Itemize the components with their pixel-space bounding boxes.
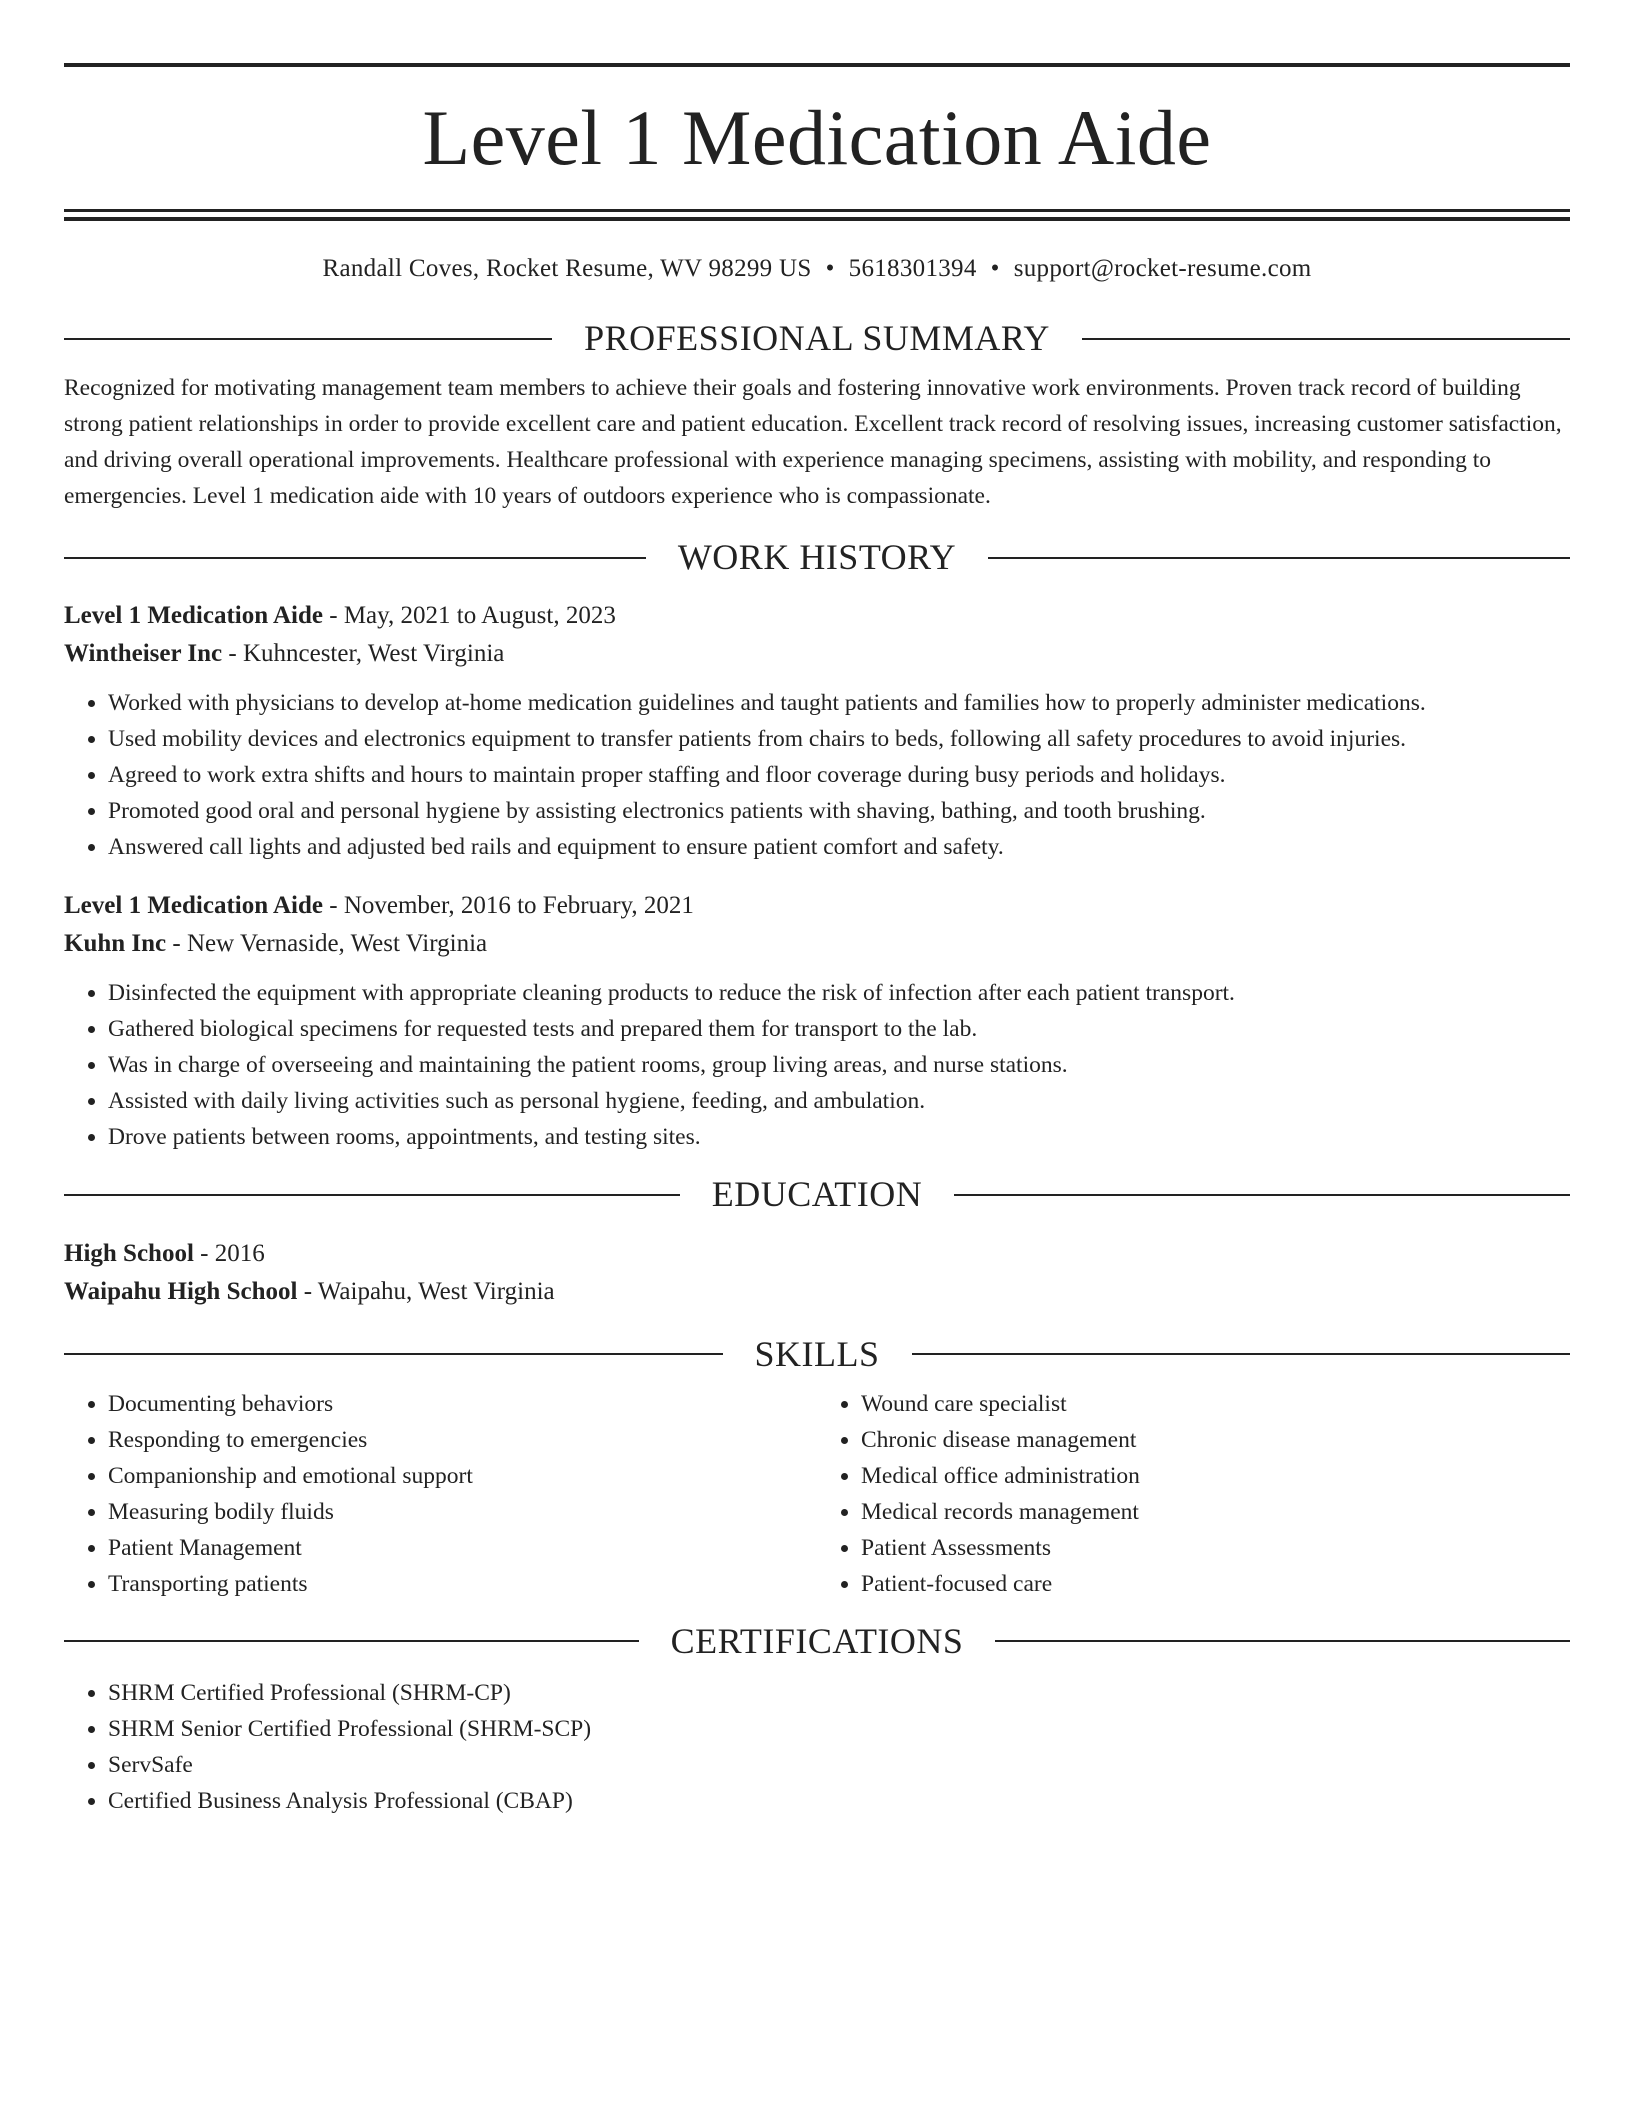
contact-separator: • xyxy=(990,255,1000,282)
education-school-line xyxy=(64,1273,1570,1311)
job-location: - Kuhncester, West Virginia xyxy=(228,640,505,668)
job-company: Wintheiser Inc xyxy=(64,640,223,668)
job-bullet: • Disinfected the equipment with appropriate cleaning products to reduce the risk of infection after each patient transport. xyxy=(108,975,1570,1011)
certifications-list xyxy=(64,1675,1570,1819)
job-bullet: • Agreed to work extra shifts and hours to maintain proper staffing and floor coverage during busy periods and holidays. xyxy=(108,757,1570,793)
section-header-summary xyxy=(64,317,1570,360)
education-degree-line xyxy=(64,1235,1570,1273)
section-header-work xyxy=(64,536,1570,579)
section-rule xyxy=(64,557,646,559)
section-title-summary: PROFESSIONAL SUMMARY xyxy=(584,318,1050,358)
job-bullet: • Drove patients between rooms, appointments, and testing sites. xyxy=(108,1119,1570,1155)
title-double-rule xyxy=(64,209,1570,221)
job-bullets xyxy=(64,685,1570,865)
job-dates: - May, 2021 to August, 2023 xyxy=(329,602,616,630)
job-bullet: • Assisted with daily living activities such as personal hygiene, feeding, and ambulation. xyxy=(108,1083,1570,1119)
job-bullet: • Gathered biological specimens for requested tests and prepared them for transport to the lab. xyxy=(108,1011,1570,1047)
education-year: - 2016 xyxy=(200,1239,265,1267)
resume-title: Level 1 Medication Aide xyxy=(422,94,1212,181)
job-location: - New Vernaside, West Virginia xyxy=(172,930,488,958)
job-entry xyxy=(64,887,1570,1155)
certification-item: • Certified Business Analysis Professional (CBAP) xyxy=(108,1783,1570,1819)
job-bullets xyxy=(64,975,1570,1155)
job-bullet: • Answered call lights and adjusted bed rails and equipment to ensure patient comfort and safety. xyxy=(108,829,1570,865)
section-title-education: EDUCATION xyxy=(711,1174,923,1215)
job-company: Kuhn Inc xyxy=(64,930,167,958)
skill-item: • Medical office administration xyxy=(861,1458,1570,1494)
education-degree: High School xyxy=(64,1239,194,1267)
resume-page xyxy=(64,0,1570,1819)
skill-item: • Wound care specialist xyxy=(861,1386,1570,1422)
skill-item: • Measuring bodily fluids xyxy=(108,1494,817,1530)
skills-left-list xyxy=(64,1386,817,1602)
skill-item: • Documenting behaviors xyxy=(108,1386,817,1422)
job-bullet: • Worked with physicians to develop at-home medication guidelines and taught patients and families how to properly administer medications. xyxy=(108,685,1570,721)
contact-line xyxy=(64,255,1570,283)
section-rule xyxy=(995,1640,1570,1642)
contact-separator: • xyxy=(825,255,835,282)
section-rule xyxy=(988,557,1570,559)
section-rule xyxy=(1082,338,1570,340)
summary-text: Recognized for motivating management team members to achieve their goals and fostering innovative work environments. Proven track record of building strong patient relationships in order to provide excellent care and patient education. Excellent track record of resolving issues, increasing customer satisfaction, and driving overall operational improvements. Healthcare professional with experience managing specimens, assisting with mobility, and responding to emergencies. Level 1 medication aide with 10 years of outdoors experience who is compassionate. xyxy=(64,375,1562,510)
certification-item: • SHRM Certified Professional (SHRM-CP) xyxy=(108,1675,1570,1711)
section-title-certifications: CERTIFICATIONS xyxy=(670,1620,964,1661)
section-rule xyxy=(64,1353,723,1355)
section-rule xyxy=(912,1353,1571,1355)
contact-email: support@rocket-resume.com xyxy=(1013,255,1312,282)
section-rule xyxy=(954,1194,1570,1196)
job-title: Level 1 Medication Aide xyxy=(64,892,323,920)
section-header-certifications xyxy=(64,1620,1570,1663)
skill-item: • Patient Management xyxy=(108,1530,817,1566)
job-company-line xyxy=(64,635,1570,673)
section-rule xyxy=(64,1640,639,1642)
job-company-line xyxy=(64,925,1570,963)
section-rule xyxy=(64,338,552,340)
skill-item: • Companionship and emotional support xyxy=(108,1458,817,1494)
certification-item: • SHRM Senior Certified Professional (SHRM-SCP) xyxy=(108,1711,1570,1747)
skill-item: • Patient Assessments xyxy=(861,1530,1570,1566)
skills-right-list xyxy=(817,1386,1570,1602)
job-bullet: • Was in charge of overseeing and maintaining the patient rooms, group living areas, and nurse stations. xyxy=(108,1047,1570,1083)
job-entry xyxy=(64,597,1570,865)
section-header-education xyxy=(64,1173,1570,1216)
skill-item: • Transporting patients xyxy=(108,1566,817,1602)
education-school: Waipahu High School xyxy=(64,1277,298,1305)
certification-item: • ServSafe xyxy=(108,1747,1570,1783)
section-rule xyxy=(64,1194,680,1196)
contact-phone: 5618301394 xyxy=(848,255,977,282)
education-entry xyxy=(64,1235,1570,1311)
job-title: Level 1 Medication Aide xyxy=(64,602,323,630)
section-title-work: WORK HISTORY xyxy=(677,537,957,578)
section-title-skills: SKILLS xyxy=(754,1333,880,1374)
job-dates: - November, 2016 to February, 2021 xyxy=(329,892,694,920)
skill-item: • Chronic disease management xyxy=(861,1422,1570,1458)
skills-columns xyxy=(64,1386,1570,1602)
job-bullet: • Promoted good oral and personal hygiene by assisting electronics patients with shaving, bathing, and tooth brushing. xyxy=(108,793,1570,829)
skill-item: • Medical records management xyxy=(861,1494,1570,1530)
job-title-line xyxy=(64,887,1570,925)
skill-item: • Responding to emergencies xyxy=(108,1422,817,1458)
job-bullet: • Used mobility devices and electronics equipment to transfer patients from chairs to beds, following all safety procedures to avoid injuries. xyxy=(108,721,1570,757)
top-rule xyxy=(64,63,1570,67)
section-header-skills xyxy=(64,1333,1570,1376)
job-title-line xyxy=(64,597,1570,635)
contact-address: Randall Coves, Rocket Resume, WV 98299 US xyxy=(322,255,812,282)
skill-item: • Patient-focused care xyxy=(861,1566,1570,1602)
education-location: - Waipahu, West Virginia xyxy=(303,1277,555,1305)
